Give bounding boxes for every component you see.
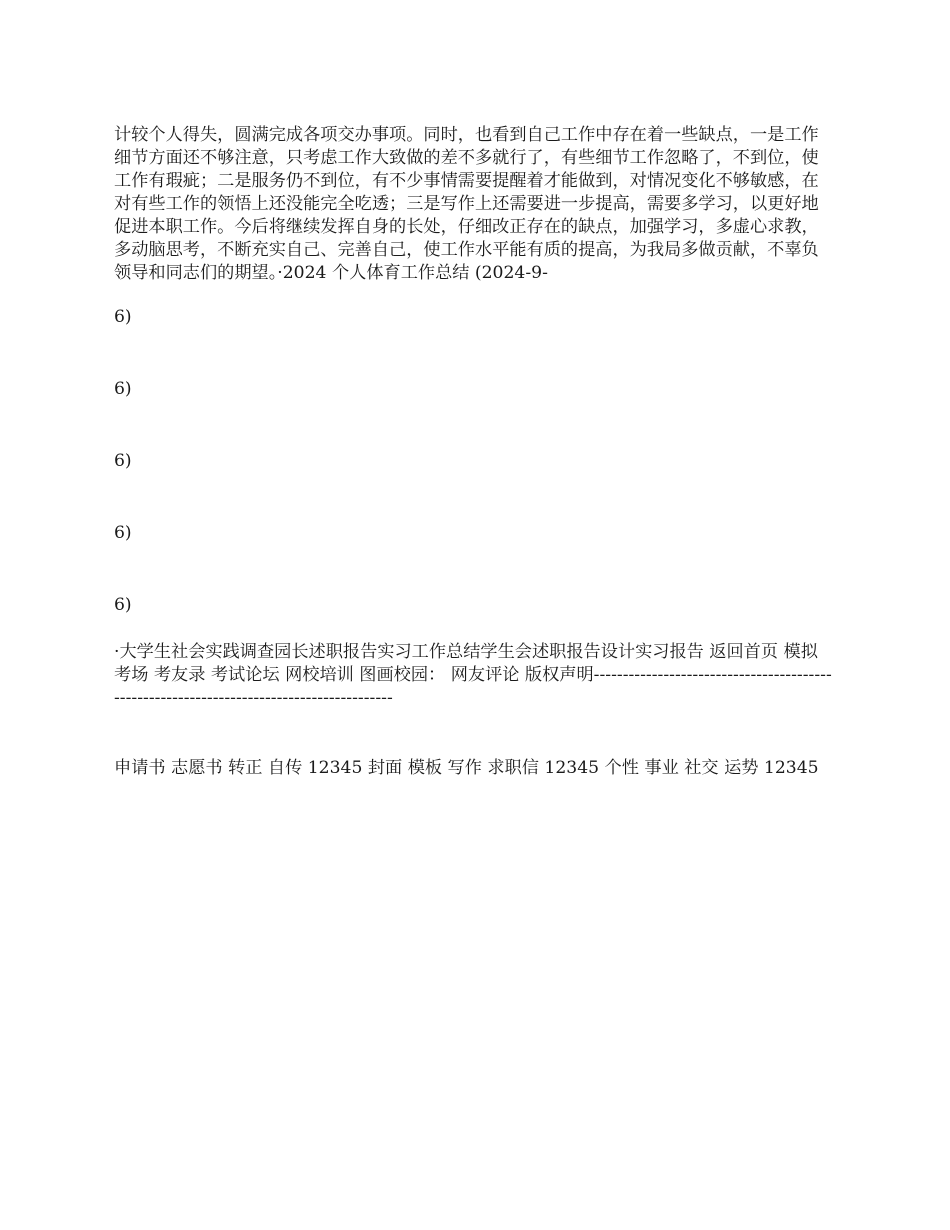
date-fragment: 6) (114, 595, 132, 615)
date-fragment: 6) (114, 451, 132, 471)
date-fragment: 6) (114, 379, 132, 399)
body-paragraph: 计较个人得失，圆满完成各项交办事项。同时，也看到自己工作中存在着一些缺点，一是工作细节方面还不够注意，只考虑工作大致做的差不多就行了，有些细节工作忽略了，不到位，使工作有瑕疵；二是服务仍不到位，有不少事情需要提醒着才能做到，对情况变化不够敏感，在对有些工作的领悟上还没能完全吃透；三是写作上还需要进一步提高，需要多学习，以更好地促进本职工作。今后将继续发挥自身的长处，仔细改正存在的缺点，加强学习，多虚心求教，多动脑思考，不断充实自己、完善自己，使工作水平能有质的提高，为我局多做贡献，不辜负领导和同志们的期望。·2024 个人体育工作总结 (2024-9- (114, 125, 819, 283)
footer-category-line: 申请书 志愿书 转正 自传 12345 封面 模板 写作 求职信 12345 个性 事业 社交 运势 12345 (114, 758, 819, 778)
date-fragment: 6) (114, 523, 132, 543)
date-fragment: 6) (114, 307, 132, 327)
related-links-paragraph: ·大学生社会实践调查园长述职报告实习工作总结学生会述职报告设计实习报告 返回首页 模拟考场 考友录 考试论坛 网校培训 图画校园： 网友评论 版权声明----------------------------------------------------------------------------------------- (114, 642, 832, 708)
document-page (114, 124, 834, 780)
